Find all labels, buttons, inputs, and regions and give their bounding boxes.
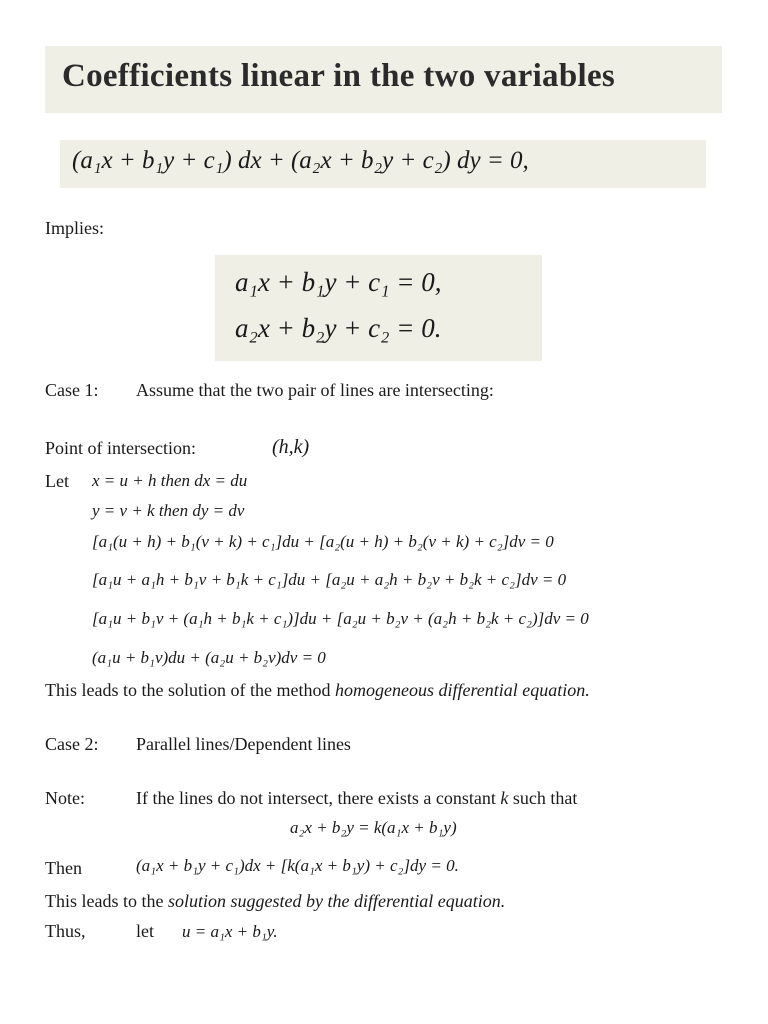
substitution-x: x = u + h then dx = du bbox=[92, 471, 248, 490]
line-system-box bbox=[215, 255, 542, 361]
note-text-prefix: If the lines do not intersect, there exists a constant bbox=[136, 788, 501, 808]
note-label: Note: bbox=[45, 788, 85, 808]
note-constant: k bbox=[500, 788, 509, 808]
case1-conclusion bbox=[45, 680, 590, 701]
intersection-point: (h,k) bbox=[272, 436, 310, 458]
page-title: Coefficients linear in the two variables bbox=[62, 58, 616, 94]
derivation-step-2: [a₁u + a₁h + b₁v + b₁k + c₁]du + [a₂u + a₂h + b₂v + b₂k + c₂]dv = 0 bbox=[92, 570, 567, 589]
case2-conclusion-method: solution suggested by the differential equation. bbox=[167, 891, 506, 911]
main-equation-box bbox=[60, 140, 706, 188]
let-substitution: u = a₁x + b₁y. bbox=[182, 922, 278, 941]
substitution-y: y = v + k then dy = dv bbox=[92, 501, 245, 520]
intersection-label: Point of intersection: bbox=[45, 438, 196, 458]
parallel-relation: a₂x + b₂y = k(a₁x + b₁y) bbox=[290, 818, 457, 837]
case2-conclusion-text: This leads to the bbox=[45, 891, 168, 911]
case1-conclusion-text: This leads to the solution of the method bbox=[45, 680, 335, 700]
case2-conclusion bbox=[45, 891, 505, 912]
case2-label: Case 2: bbox=[45, 734, 99, 754]
case1-text: Assume that the two pair of lines are intersecting: bbox=[136, 380, 494, 400]
note-text bbox=[136, 788, 577, 809]
derivation-step-3: [a₁u + b₁v + (a₁h + b₁k + c₁)]du + [a₂u + b₂v + (a₂h + b₂k + c₂)]dv = 0 bbox=[92, 609, 589, 628]
note-text-suffix: such that bbox=[508, 788, 578, 808]
implies-label: Implies: bbox=[45, 218, 104, 238]
derivation-step-4: (a₁u + b₁v)du + (a₂u + b₂v)dv = 0 bbox=[92, 648, 326, 667]
then-label: Then bbox=[45, 858, 82, 878]
case1-conclusion-method: homogeneous differential equation. bbox=[334, 680, 590, 700]
case1-label: Case 1: bbox=[45, 380, 99, 400]
case2-text: Parallel lines/Dependent lines bbox=[136, 734, 351, 754]
thus-label: Thus, bbox=[45, 921, 86, 941]
title-banner bbox=[45, 46, 722, 113]
main-equation: (a₁x + b₁y + c₁) dx + (a₂x + b₂y + c₂) dy = 0, bbox=[72, 147, 529, 174]
derivation-step-1: [a₁(u + h) + b₁(v + k) + c₁]du + [a₂(u + h) + b₂(v + k) + c₂]dv = 0 bbox=[92, 532, 554, 551]
let-word: let bbox=[136, 921, 154, 941]
let-label: Let bbox=[45, 471, 69, 491]
then-equation: (a₁x + b₁y + c₁)dx + [k(a₁x + b₁y) + c₂]dy = 0. bbox=[136, 856, 459, 875]
line-equation-1: a₁x + b₁y + c₁ = 0, bbox=[235, 267, 442, 297]
line-equation-2: a₂x + b₂y + c₂ = 0. bbox=[235, 313, 442, 343]
